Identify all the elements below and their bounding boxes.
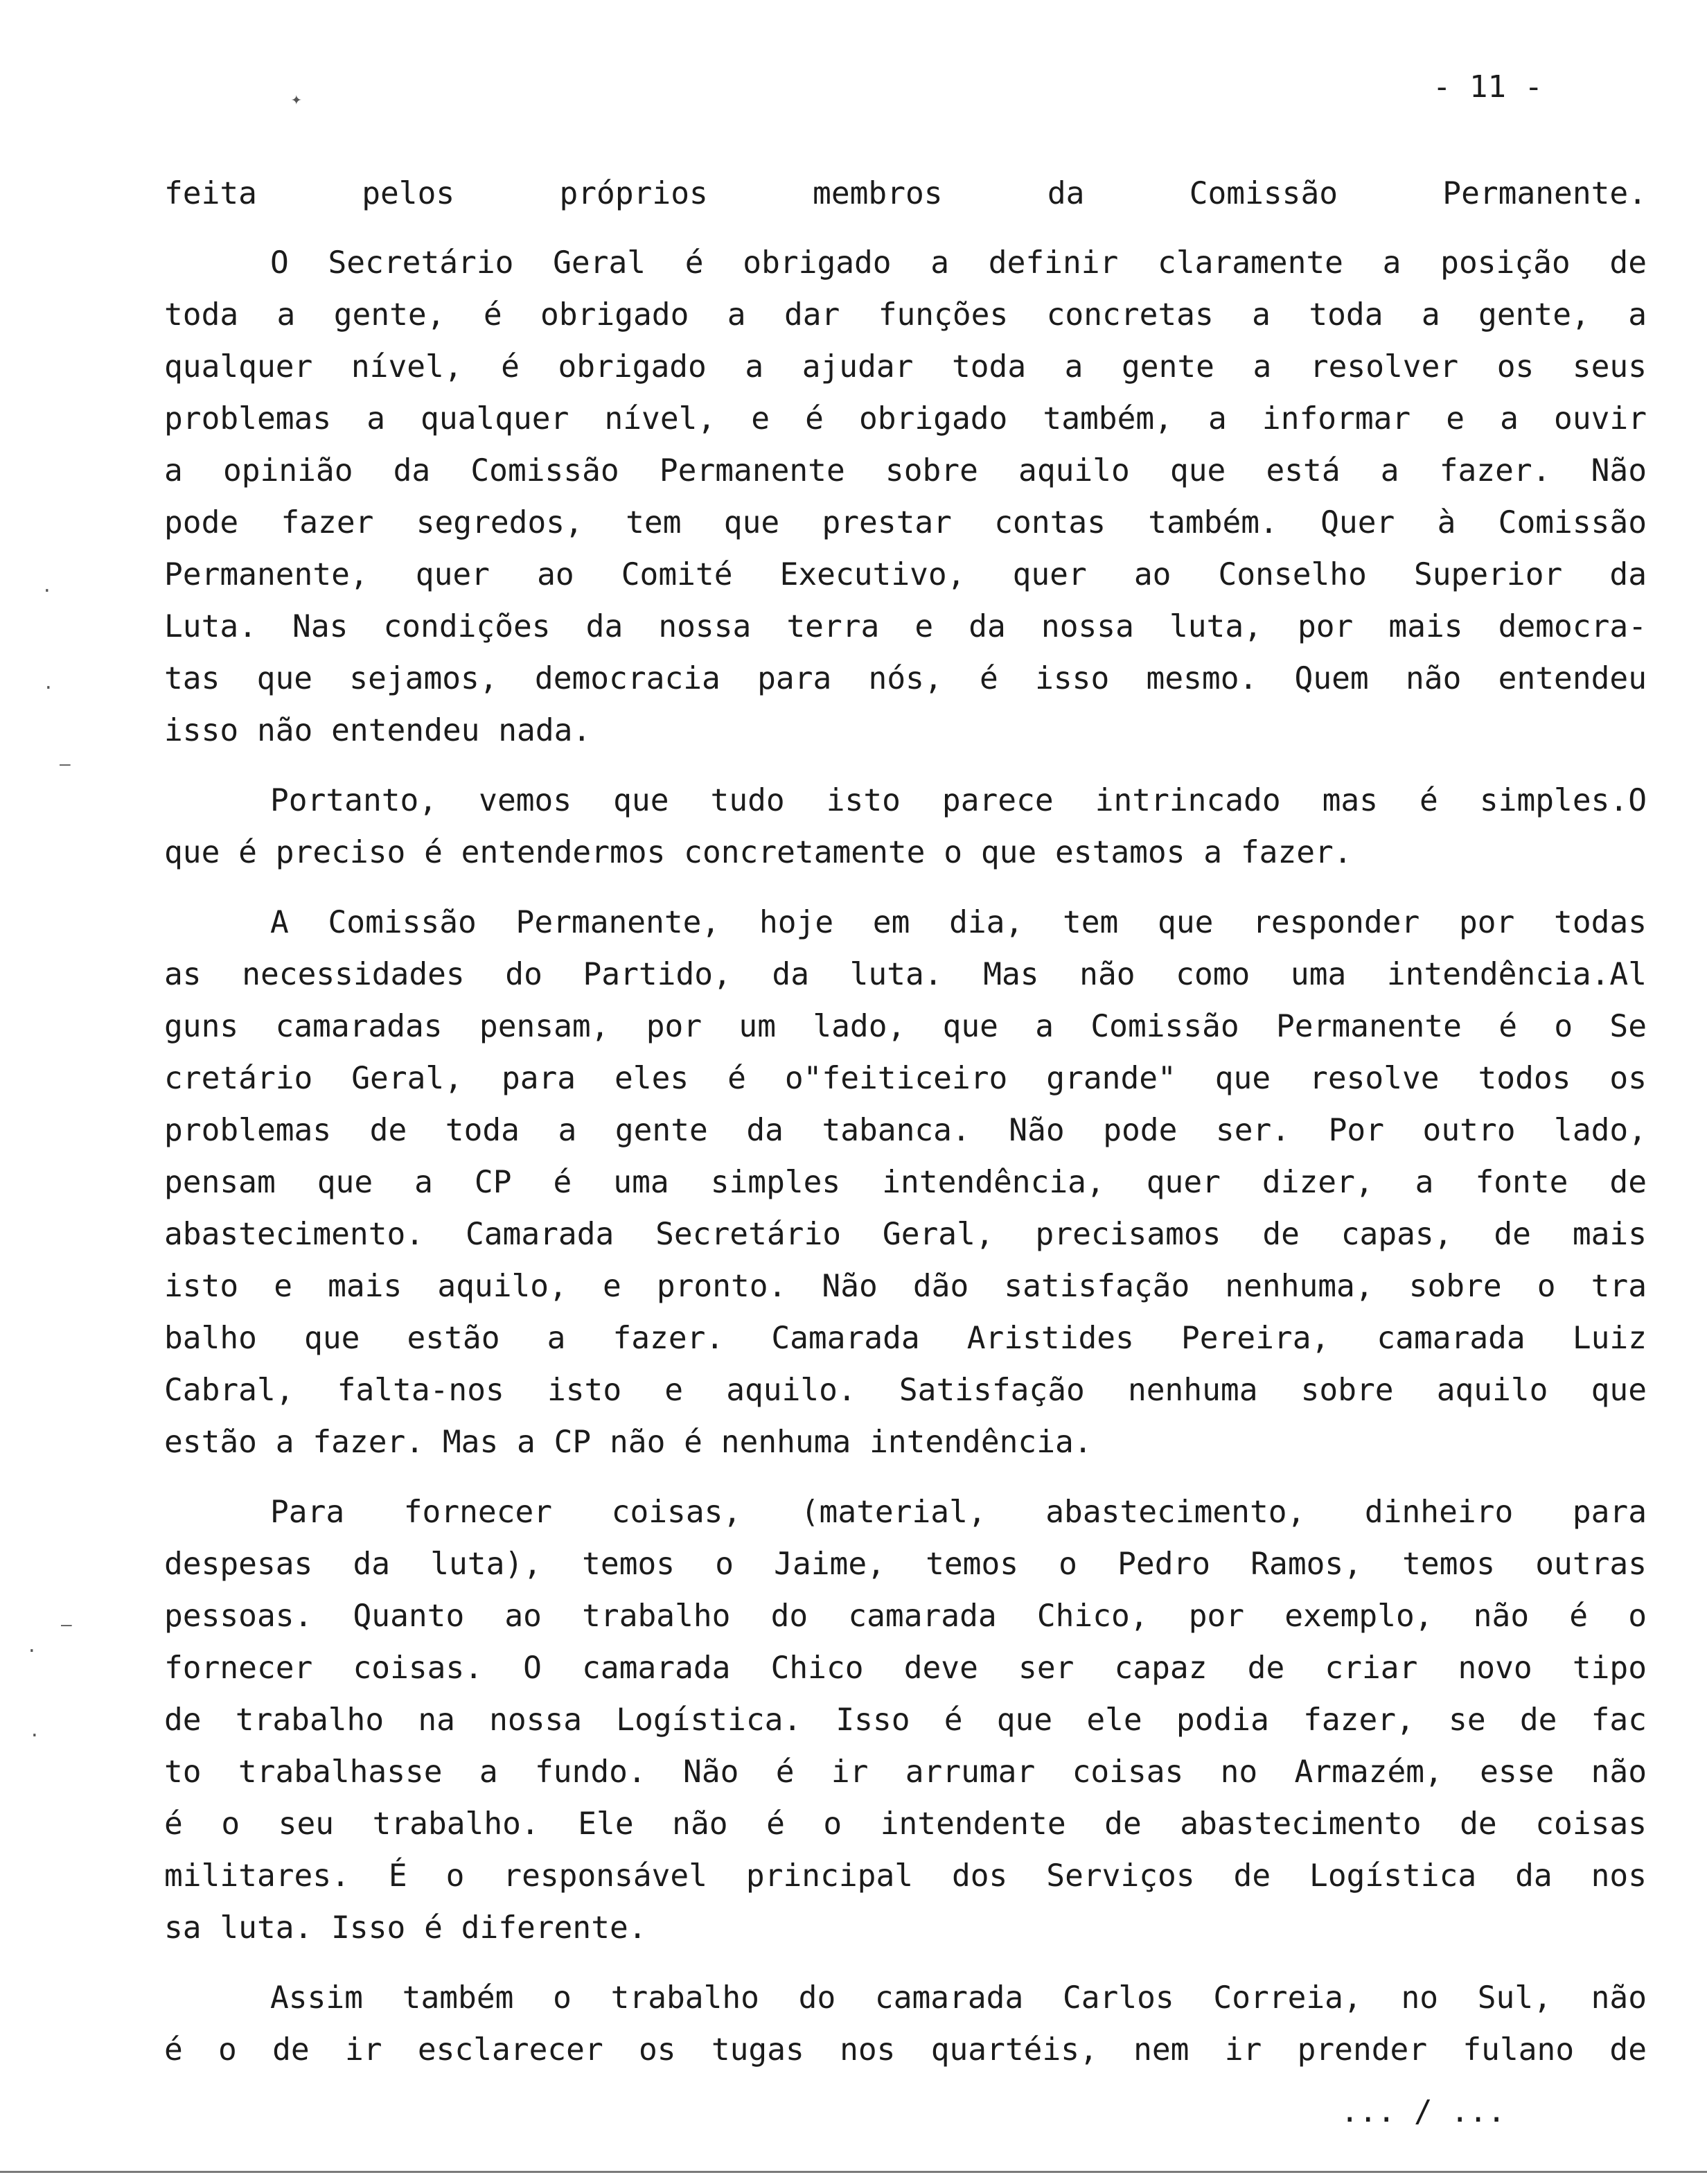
text-line: fornecer coisas. O camarada Chico deve ser capaz de criar novo tipo	[164, 1650, 1647, 1686]
text-line: problemas a qualquer nível, e é obrigado também, a informar e a ouvir	[164, 401, 1647, 437]
text-line: Portanto, vemos que tudo isto parece intrincado mas é simples.O	[270, 783, 1647, 818]
text-line: é o seu trabalho. Ele não é o intendente de abastecimento de coisas	[164, 1806, 1647, 1842]
scan-speck: —	[60, 754, 71, 775]
text-line: estão a fazer. Mas a CP não é nenhuma intendência.	[164, 1425, 1093, 1460]
text-line: que é preciso é entendermos concretamente o que estamos a fazer.	[164, 835, 1352, 870]
page-bottom-rule	[0, 2171, 1707, 2173]
text-line: sa luta. Isso é diferente.	[164, 1910, 647, 1946]
text-line: balho que estão a fazer. Camarada Aristides Pereira, camarada Luiz	[164, 1321, 1647, 1356]
text-line: to trabalhasse a fundo. Não é ir arrumar coisas no Armazém, esse não	[164, 1754, 1647, 1790]
text-line: abastecimento. Camarada Secretário Geral, precisamos de capas, de mais	[164, 1217, 1647, 1252]
text-line: militares. É o responsável principal dos Serviços de Logística da nos	[164, 1858, 1647, 1894]
text-line: Assim também o trabalho do camarada Carlos Correia, no Sul, não	[270, 1980, 1647, 2016]
scan-speck: ·	[26, 1641, 37, 1662]
text-line: Para fornecer coisas, (material, abastecimento, dinheiro para	[270, 1495, 1647, 1530]
scan-speck: ·	[42, 581, 53, 601]
scan-speck: ·	[29, 1725, 40, 1746]
text-line: isto e mais aquilo, e pronto. Não dão satisfação nenhuma, sobre o tra	[164, 1269, 1647, 1304]
text-line: tas que sejamos, democracia para nós, é isso mesmo. Quem não entendeu	[164, 661, 1647, 696]
text-line: feita pelos próprios membros da Comissão Permanente.	[164, 176, 1647, 211]
scan-speck: ✦	[291, 89, 302, 109]
text-line: as necessidades do Partido, da luta. Mas não como uma intendência.Al	[164, 957, 1647, 992]
text-line: Cabral, falta-nos isto e aquilo. Satisfação nenhuma sobre aquilo que	[164, 1373, 1647, 1408]
text-line: guns camaradas pensam, por um lado, que a Comissão Permanente é o Se	[164, 1009, 1647, 1044]
scan-speck: —	[61, 1614, 72, 1635]
text-line: a opinião da Comissão Permanente sobre aquilo que está a fazer. Não	[164, 453, 1647, 488]
text-line: qualquer nível, é obrigado a ajudar toda a gente a resolver os seus	[164, 349, 1647, 385]
text-line: Luta. Nas condições da nossa terra e da nossa luta, por mais democra-	[164, 609, 1647, 644]
text-line: O Secretário Geral é obrigado a definir claramente a posição de	[270, 245, 1647, 281]
text-line: pode fazer segredos, tem que prestar contas também. Quer à Comissão	[164, 505, 1647, 540]
text-line: isso não entendeu nada.	[164, 713, 592, 748]
page-number: - 11 -	[1433, 69, 1543, 105]
scan-speck: ·	[43, 678, 54, 698]
text-line: cretário Geral, para eles é o"feiticeiro grande" que resolve todos os	[164, 1061, 1647, 1096]
continuation-mark: ... / ...	[1341, 2094, 1506, 2129]
text-line: pessoas. Quanto ao trabalho do camarada Chico, por exemplo, não é o	[164, 1599, 1647, 1634]
text-line: Permanente, quer ao Comité Executivo, quer ao Conselho Superior da	[164, 557, 1647, 592]
text-line: de trabalho na nossa Logística. Isso é que ele podia fazer, se de fac	[164, 1702, 1647, 1738]
text-line: toda a gente, é obrigado a dar funções concretas a toda a gente, a	[164, 297, 1647, 333]
text-line: A Comissão Permanente, hoje em dia, tem que responder por todas	[270, 905, 1647, 940]
text-line: é o de ir esclarecer os tugas nos quartéis, nem ir prender fulano de	[164, 2032, 1647, 2068]
text-line: despesas da luta), temos o Jaime, temos o Pedro Ramos, temos outras	[164, 1547, 1647, 1582]
text-line: problemas de toda a gente da tabanca. Não pode ser. Por outro lado,	[164, 1113, 1647, 1148]
text-line: pensam que a CP é uma simples intendência, quer dizer, a fonte de	[164, 1165, 1647, 1200]
